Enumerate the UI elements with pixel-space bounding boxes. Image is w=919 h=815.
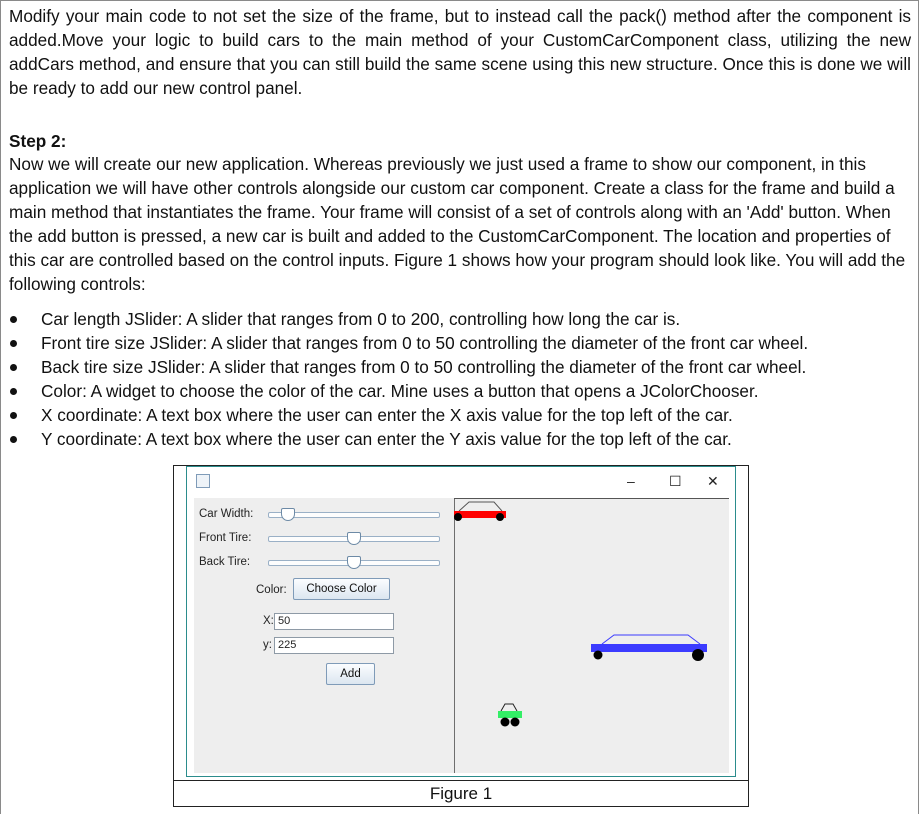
intro-paragraph: Modify your main code to not set the size of the frame, but to instead call the pack() method after the component is added.Move your logic to build cars to the main method of your CustomCarComponent class, utilizing the new addCars method, and ensure that you can still build the same scene using this new structure. Once this is done we will be ready to add our new control panel. [9, 6, 911, 98]
front-tire-slider[interactable] [268, 536, 440, 542]
bullet-icon [10, 412, 17, 419]
controls-list [9, 307, 909, 451]
bullet-icon [10, 436, 17, 443]
bullet-icon [10, 340, 17, 347]
x-coordinate-input[interactable]: 50 [274, 613, 394, 630]
y-coordinate-input[interactable]: 225 [274, 637, 394, 654]
list-item [9, 403, 909, 427]
close-button[interactable]: ✕ [707, 473, 719, 489]
caption-divider [174, 780, 748, 781]
slider-thumb[interactable] [281, 508, 295, 521]
choose-color-button[interactable]: Choose Color [293, 578, 390, 600]
slider-thumb[interactable] [347, 556, 361, 569]
list-item-text: Back tire size JSlider: A slider that ranges from 0 to 50 controlling the diameter of the front car wheel. [41, 357, 807, 377]
figure-1 [173, 465, 749, 807]
add-button[interactable]: Add [326, 663, 375, 685]
bullet-icon [10, 316, 17, 323]
y-label: y: [263, 639, 272, 651]
car-canvas [454, 498, 729, 773]
list-item [9, 331, 909, 355]
bullet-icon [10, 388, 17, 395]
bullet-icon [10, 364, 17, 371]
step-body-paragraph: Now we will create our new application. Whereas previously we just used a frame to show our component, in this application we will have other controls alongside our custom car component. Create a class for the frame and build a main method that instantiates the frame. Your frame will consist of a set of controls along with an 'Add' button. When the add button is pressed, a new car is built and added to the CustomCarComponent. The location and properties of this car are controlled based on the control inputs. Figure 1 shows how your program should look like. You will add the following controls: [9, 154, 906, 294]
car-width-slider[interactable] [268, 512, 440, 518]
maximize-button[interactable]: ☐ [669, 473, 682, 489]
x-label: X: [263, 615, 274, 627]
title-bar [187, 467, 735, 497]
list-item-text: Color: A widget to choose the color of the car. Mine uses a button that opens a JColorChooser. [41, 381, 759, 401]
java-app-icon [196, 474, 210, 488]
car-red [454, 502, 506, 521]
list-item [9, 307, 909, 331]
list-item-text: Car length JSlider: A slider that ranges from 0 to 200, controlling how long the car is. [41, 309, 681, 329]
car-drawing [454, 498, 729, 773]
front-tire-label: Front Tire: [199, 532, 252, 544]
list-item-text: X coordinate: A text box where the user can enter the X axis value for the top left of the car. [41, 405, 733, 425]
figure-caption: Figure 1 [429, 784, 493, 803]
back-tire-label: Back Tire: [199, 556, 251, 568]
color-label: Color: [256, 584, 287, 596]
app-window-screenshot [186, 466, 736, 777]
list-item-text: Y coordinate: A text box where the user can enter the Y axis value for the top left of the car. [41, 429, 732, 449]
list-item-text: Front tire size JSlider: A slider that ranges from 0 to 50 controlling the diameter of the front car wheel. [41, 333, 809, 353]
car-blue [591, 635, 707, 661]
step-heading: Step 2: [9, 131, 67, 151]
list-item [9, 427, 909, 451]
list-item [9, 355, 909, 379]
car-width-label: Car Width: [199, 508, 254, 520]
slider-thumb[interactable] [347, 532, 361, 545]
control-panel [194, 498, 454, 773]
list-item [9, 379, 909, 403]
minimize-button[interactable]: – [627, 473, 635, 489]
car-green [498, 704, 522, 727]
back-tire-slider[interactable] [268, 560, 440, 566]
